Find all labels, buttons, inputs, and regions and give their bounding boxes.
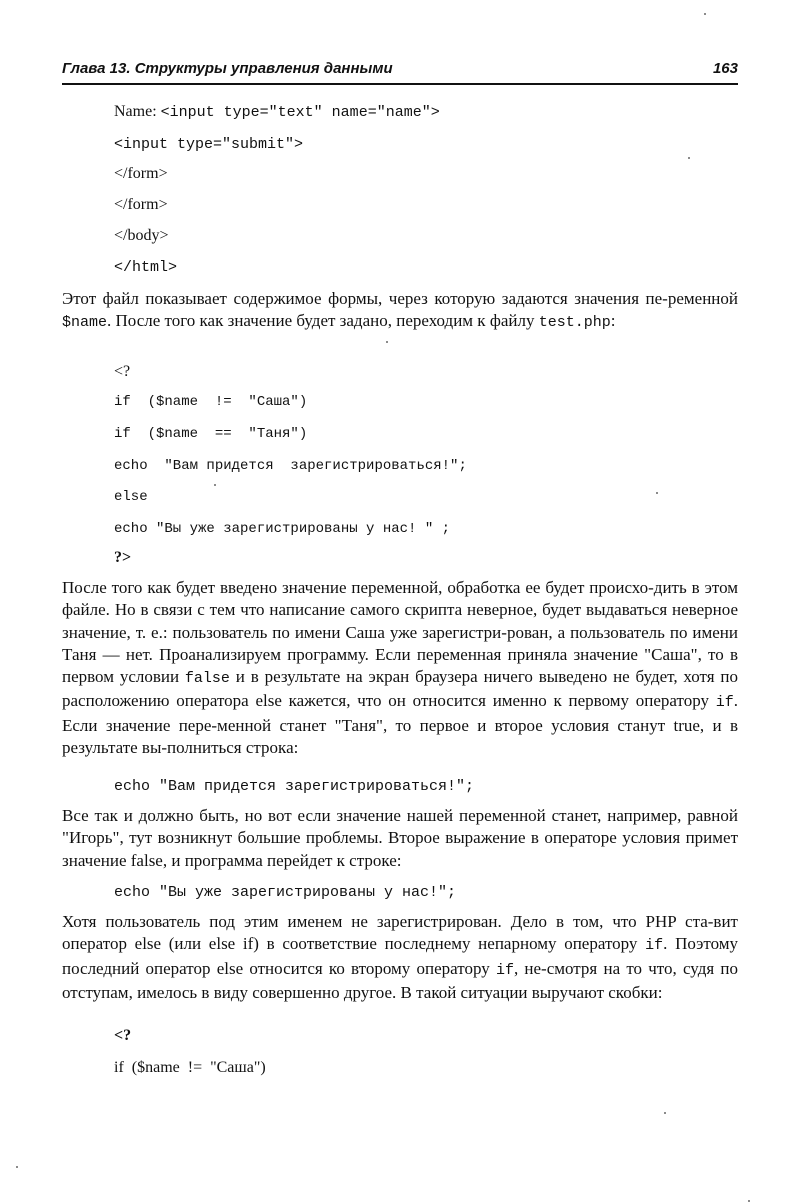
code-line: if ($name != "Саша") bbox=[114, 394, 308, 410]
paragraph: После того как будет введено значение переменной, обработка ее будет происхо-дить в этом файле. Но в связи с тем что написание самого скрипта неверное, будет выдаваться неверное значение, т. е.: пользователь по имени Саша уже зарегистри-рован, а пользователь по имени Таня — нет. Проанализируем программу. Если переменная приняла значение "Саша", то в первом условии false и в результате на экран браузера ничего выведено не будет, хотя по расположению оператора else кажется, что он относится именно к первому оператору if. Если значение пере-менной станет "Таня", то первое и второе условия станут true, и в результате вы-полниться строка: bbox=[62, 578, 738, 758]
scan-speck bbox=[656, 492, 658, 494]
page-header bbox=[62, 60, 738, 85]
paragraph: Этот файл показывает содержимое формы, через которую задаются значения пе-ременной $name. После того как значение будет задано, переходим к файлу test.php: bbox=[62, 289, 738, 332]
code-line: <input type="submit"> bbox=[114, 136, 304, 153]
scan-speck bbox=[704, 13, 706, 15]
code-line: <? bbox=[114, 363, 131, 380]
code-line: if ($name == "Таня") bbox=[114, 426, 308, 442]
code-line: Name: <input type="text" name="name"> bbox=[114, 103, 440, 121]
code-line: echo "Вы уже зарегистрированы у нас!"; bbox=[114, 884, 457, 901]
code-line: </form> bbox=[114, 165, 168, 182]
code-line: else bbox=[114, 489, 148, 505]
paragraph: Хотя пользователь под этим именем не зарегистрирован. Дело в том, что PHP ста-вит оператор else (или else if) в соответствие последнему непарному оператору if. Поэтому последний оператор else относится ко второму оператору if, не-смотря на то что, судя по отступам, имелось в виду совершенно другое. В такой ситуации выручают скобки: bbox=[62, 912, 739, 1002]
scan-speck bbox=[214, 484, 216, 486]
scan-speck bbox=[386, 341, 388, 343]
code-line: </form> bbox=[114, 196, 168, 213]
scan-speck bbox=[16, 1166, 18, 1168]
code-line: </body> bbox=[114, 227, 169, 244]
code-line: ?> bbox=[114, 549, 132, 566]
chapter-title: Глава 13. Структуры управления данными bbox=[62, 60, 393, 77]
code-line: echo "Вы уже зарегистрированы у нас! " ; bbox=[114, 521, 451, 537]
code-line: echo "Вам придется зарегистрироваться!"; bbox=[114, 458, 467, 474]
paragraph: Все так и должно быть, но вот если значение нашей переменной станет, например, равной "Игорь", тут возникнут большие проблемы. Второе выражение в операторе условия примет значение false, и программа перейдет к строке: bbox=[62, 806, 738, 870]
code-line: echo "Вам придется зарегистрироваться!"; bbox=[114, 778, 475, 795]
code-line: </html> bbox=[114, 259, 178, 276]
page-number: 163 bbox=[712, 60, 738, 77]
scan-speck bbox=[688, 157, 690, 159]
code-line: <? bbox=[114, 1027, 132, 1044]
scan-speck bbox=[664, 1112, 666, 1114]
code-line: if ($name != "Саша") bbox=[114, 1059, 266, 1076]
